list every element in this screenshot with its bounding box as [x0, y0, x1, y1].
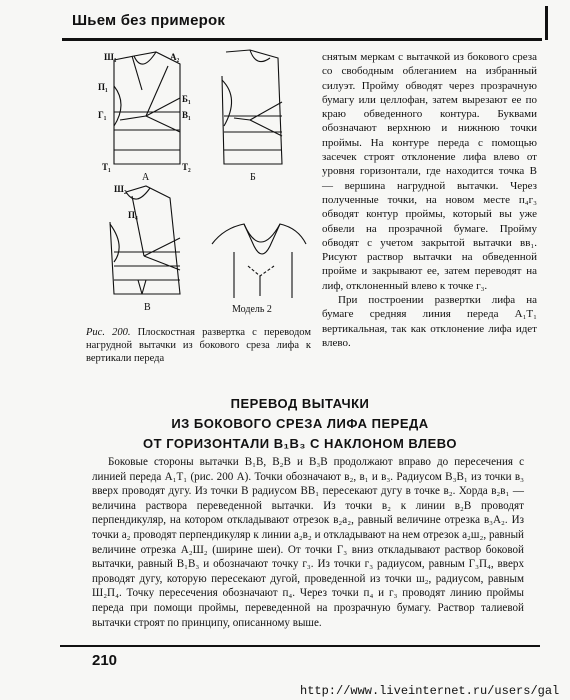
section-heading-line-3: ОТ ГОРИЗОНТАЛИ В₁В₃ С НАКЛОНОМ ВЛЕВО — [143, 436, 457, 451]
source-url: http://www.liveinternet.ru/users/gal — [300, 684, 560, 698]
figure-label-p4: П₄ — [128, 210, 138, 220]
section-heading-line-2: ИЗ БОКОВОГО СРЕЗА ЛИФА ПЕРЕДА — [171, 416, 429, 431]
footer-rule — [60, 645, 540, 647]
figure-label-t2: Т₂ — [182, 162, 191, 172]
drawing-v — [110, 186, 180, 294]
running-header — [62, 6, 542, 41]
drawing-a-label: А — [142, 172, 150, 183]
figure-caption-ref: Рис. 200. — [86, 327, 131, 338]
drawing-b — [222, 50, 282, 164]
drawing-b-label: Б — [250, 172, 256, 183]
section-heading — [80, 394, 520, 454]
running-header-title: Шьем без примерок — [72, 12, 226, 29]
figure-caption — [86, 326, 311, 365]
section-heading-line-1: ПЕРЕВОД ВЫТАЧКИ — [230, 396, 370, 411]
pattern-drawings — [84, 46, 309, 316]
right-column-paragraph-1: снятым меркам с вытачкой из бокового среза со свободным облеганием на избранный силуэт. Пройму обводят через прозрачную бумагу или целлофан, затем вырезают ее по краю обведенного контура. Буквами обозначают верхнюю и нижнюю точки проймы. На контуре переда с помощью засечек строят отклонение лифа влево от уровня горизонтали, где находится точка В — вершина нагрудной вытачки. Через полученные точки, на новом месте п₄г₃ обводят контур проймы, который вы уже обвели на прозрачной бумаге. Пройму обводят с учетом закрытой вытачки вв₁. Рисуют раствор вытачки на обведенной пройме и закрывают ее, затем переводят на лиф, отклоненный влево к точке г₃. — [322, 51, 537, 292]
model-2-caption: Модель 2 — [232, 304, 272, 315]
drawing-a — [114, 52, 180, 164]
header-corner-bar — [545, 6, 548, 40]
right-column-paragraph-2: При построении развертки лифа на бумаге средняя линия переда А₁Т₁ вертикальная, так как отклонение лифа идет влево. — [322, 294, 537, 349]
figure-label-v1: В₁ — [182, 110, 191, 120]
figure-label-a2: А₂ — [170, 52, 180, 62]
pattern-figure — [84, 46, 309, 336]
figure-label-sh1: Ш₁ — [104, 52, 117, 62]
page-number: 210 — [92, 652, 118, 669]
figure-label-t1: Т₁ — [102, 162, 111, 172]
right-column-text — [322, 50, 537, 350]
drawing-v-label: В — [144, 302, 151, 313]
figure-label-b1: Б₁ — [182, 94, 191, 104]
figure-caption-text: Плоскостная развертка с переводом нагрудной вытачки из бокового среза лифа к вертикали переда — [86, 327, 312, 364]
figure-point-labels — [98, 52, 272, 315]
model-2-sketch — [212, 224, 306, 298]
figure-label-sh2: Ш₂ — [114, 184, 127, 194]
figure-label-g1: Г₁ — [98, 110, 107, 120]
body-paragraph: Боковые стороны вытачки В₁В, В₂В и В₃В продолжают вправо до пересечения с линией переда А₁Т₁ (рис. 200 А). Точки обозначают в₂, в₁ и в₃. Радиусом В₃В₁ из точки в₃ вверх проводят дугу. Из точки В радиусом ВВ₁ пересекают дугу в точке в₂. Хорда в₂в₁ — величина раствора переведенной вытачки. Из точки в₂ к линии в₂В проводят перпендикуляр, на котором откладывают отрезок в₂а₂, равный величине отрезка в₃А₂. Из точки а₂ проводят перпендикуляр к линии а₂в₂ и откладывают на нем отрезок а₂ш₂, равный величине отрезка А₂Ш₂ (ширине шеи). От точки Г₃ вниз откладывают раствор боковой вытачки, равный В₁В₃ и обозначают точку г₃. Из точки г₃ радиусом, равным Г₃П₄, вверх проводят дугу, которую пересекают дугой, проведенной из точки ш₂, радиусом, равным Ш₂П₄. Точку пересечения обозначают п₄. Через точки п₄ и г₃ проводят линию проймы переда при помощи проймы, переведенной на прозрачную бумагу. Раствор талиевой вытачки строят по принципу, описанному выше. — [92, 456, 524, 629]
figure-label-p1: П₁ — [98, 82, 108, 92]
